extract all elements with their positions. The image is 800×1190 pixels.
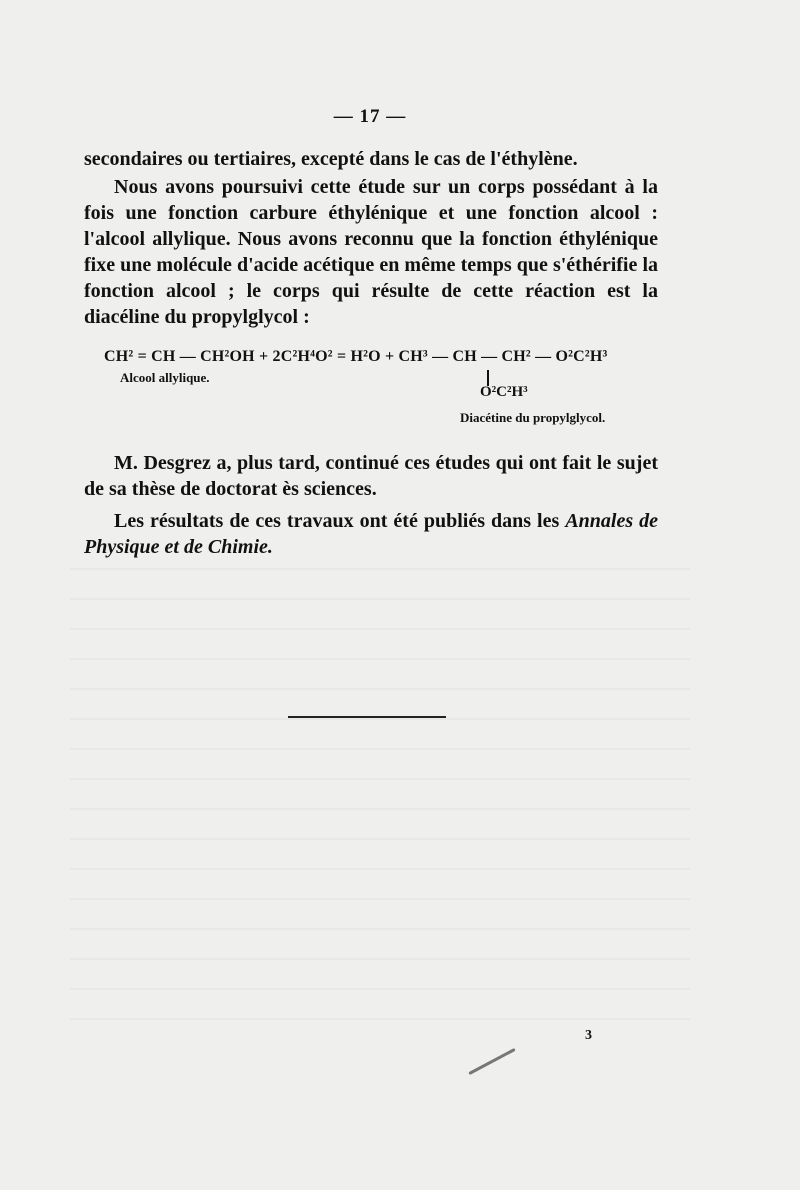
separator-rule	[288, 716, 446, 718]
formula-branch: O²C²H³	[480, 384, 528, 400]
pencil-mark	[468, 1048, 515, 1075]
caption-allyl-alcohol: Alcool allylique.	[120, 370, 210, 385]
paragraph-2: Nous avons poursuivi cette étude sur un corps possédant à la fois une fonction carbure éthylénique et une fonction alcool : l'alcool allylique. Nous avons reconnu que la fonction éthylénique fixe une molécule d'acide acétique en même temps que s'éthérifie la fonction alcool ; le corps qui résulte de cette réaction est la diacéline du propylglycol :	[84, 176, 658, 328]
signature-mark: 3	[585, 1028, 592, 1043]
chemical-equation: CH² = CH — CH²OH + 2C²H⁴O² = H²O + CH³ — CH — CH² — O²C²H³	[104, 348, 608, 365]
caption-diacetine: Diacétine du propylglycol.	[460, 410, 606, 425]
journal-title: Annales de Physique et de Chimie.	[84, 510, 659, 558]
paragraph-3: M. Desgrez a, plus tard, continué ces études qui ont fait le sujet de sa thèse de doctorat ès sciences.	[84, 452, 658, 500]
paragraph-1: secondaires ou tertiaires, excepté dans le cas de l'éthylène.	[84, 148, 578, 170]
bleed-through-texture	[70, 560, 690, 1020]
paragraph-4-text: Les résultats de ces travaux ont été publiés dans les	[114, 510, 560, 532]
paragraph-4	[84, 508, 658, 560]
page-number: — 17 —	[333, 106, 407, 127]
